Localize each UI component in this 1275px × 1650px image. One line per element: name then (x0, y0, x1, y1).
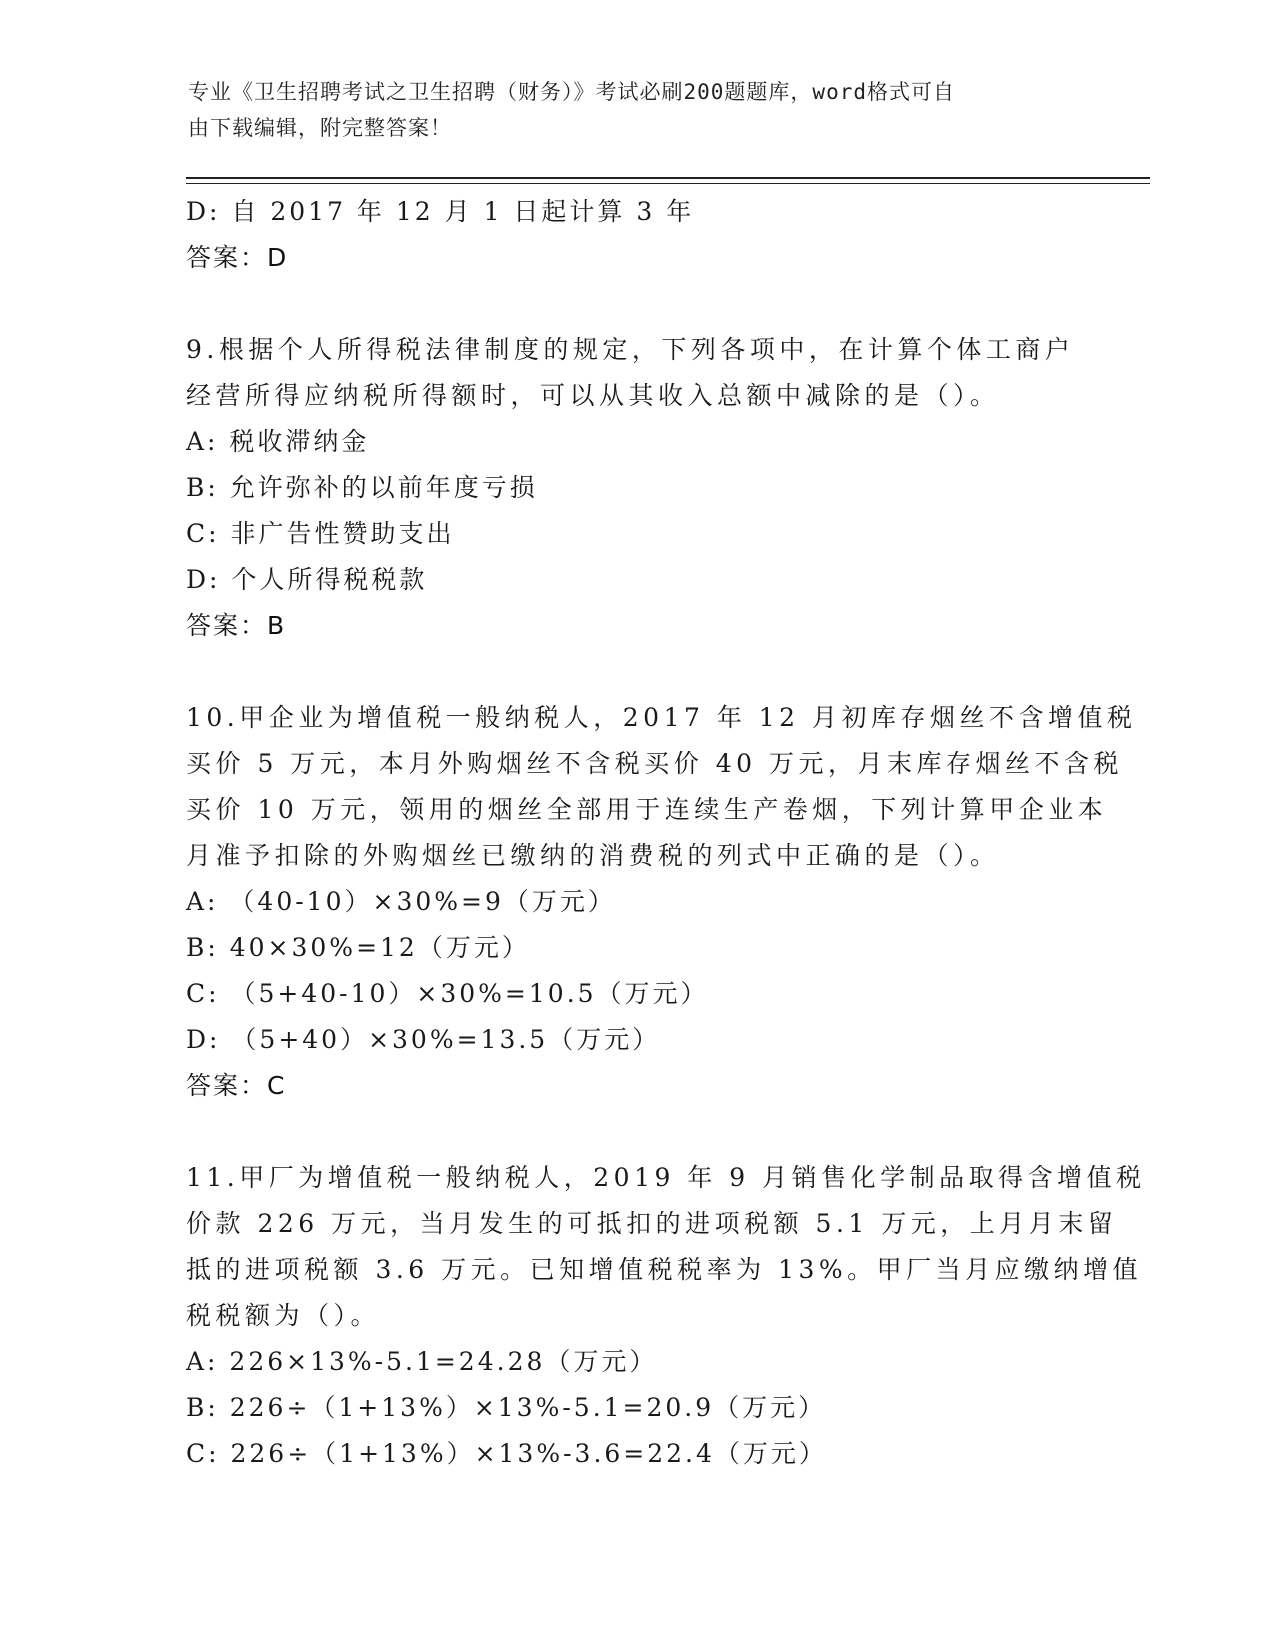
header-line-2: 由下载编辑，附完整答案！ (188, 116, 452, 140)
question-9-option-d: D: 个人所得税税款 (186, 565, 428, 594)
question-11-option-a: A: 226×13%-5.1=24.28（万元） (186, 1347, 658, 1376)
question-10-option-d: D: （5+40）×30%=13.5（万元） (186, 1025, 661, 1054)
header-line-1: 专业《卫生招聘考试之卫生招聘（财务）》考试必刷200题题库，word格式可自 (188, 80, 955, 104)
question-10-line-3: 买价 10 万元，领用的烟丝全部用于连续生产卷烟，下列计算甲企业本 (186, 795, 1108, 824)
q8-option-d: D: 自 2017 年 12 月 1 日起计算 3 年 (186, 197, 695, 226)
question-10-option-b: B: 40×30%=12（万元） (186, 933, 530, 962)
header-rule-thick (186, 177, 1150, 179)
question-11-line-4: 税税额为（）。 (186, 1301, 381, 1330)
question-11-option-c: C: 226÷（1+13%）×13%-3.6=22.4（万元） (186, 1439, 827, 1468)
document-header (188, 74, 1068, 146)
header-rule-thin (186, 183, 1150, 184)
spacer (186, 281, 1086, 327)
question-10-option-a: A: （40-10）×30%=9（万元） (186, 887, 616, 916)
spacer (186, 1109, 1086, 1155)
question-11-line-1: 11.甲厂为增值税一般纳税人，2019 年 9 月销售化学制品取得含增值税 (186, 1163, 1146, 1192)
question-9-line-2: 经营所得应纳税所得额时，可以从其收入总额中减除的是（）。 (186, 381, 1000, 410)
question-11-line-2: 价款 226 万元，当月发生的可抵扣的进项税额 5.1 万元，上月月末留 (186, 1209, 1118, 1238)
question-10-answer: 答案：C (186, 1071, 287, 1100)
question-9-answer: 答案：B (186, 611, 287, 640)
q8-answer: 答案：D (186, 243, 289, 272)
question-10-option-c: C: （5+40-10）×30%=10.5（万元） (186, 979, 709, 1008)
question-9 (186, 327, 1086, 649)
question-10-line-1: 10.甲企业为增值税一般纳税人，2017 年 12 月初库存烟丝不含增值税 (186, 703, 1137, 732)
question-9-line-1: 9.根据个人所得税法律制度的规定，下列各项中，在计算个体工商户 (186, 335, 1075, 364)
question-9-option-c: C: 非广告性赞助支出 (186, 519, 455, 548)
question-10-line-4: 月准予扣除的外购烟丝已缴纳的消费税的列式中正确的是（）。 (186, 841, 1000, 870)
question-11-option-b: B: 226÷（1+13%）×13%-5.1=20.9（万元） (186, 1393, 827, 1422)
question-9-option-a: A: 税收滞纳金 (186, 427, 370, 456)
question-11-line-3: 抵的进项税额 3.6 万元。已知增值税税率为 13%。甲厂当月应缴纳增值 (186, 1255, 1143, 1284)
question-11 (186, 1155, 1146, 1477)
question-10-line-2: 买价 5 万元，本月外购烟丝不含税买价 40 万元，月末库存烟丝不含税 (186, 749, 1124, 778)
document-body (186, 189, 1146, 1477)
question-9-option-b: B: 允许弥补的以前年度亏损 (186, 473, 538, 502)
question-10 (186, 695, 1137, 1109)
spacer (186, 649, 1086, 695)
